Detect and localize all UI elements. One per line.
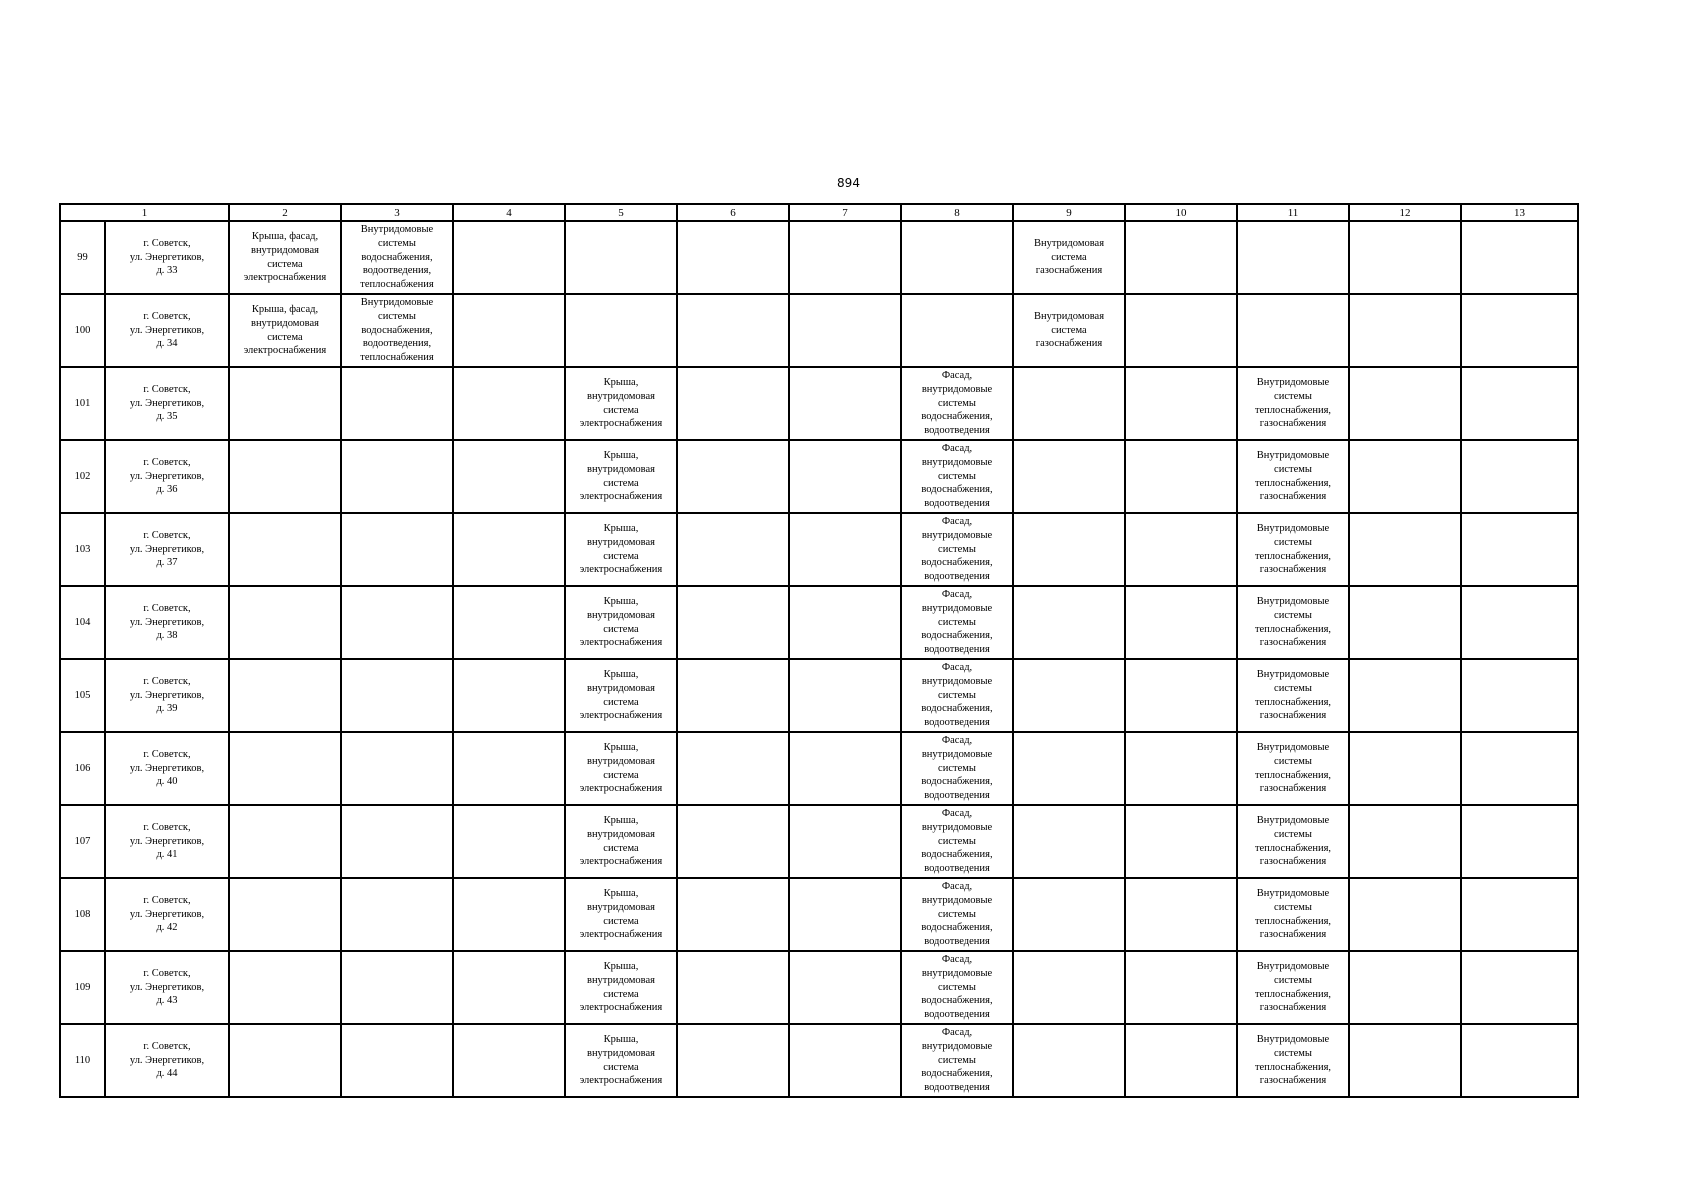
work-cell-col-13 [1461,221,1578,294]
work-cell-col-11: Внутридомовые системы теплоснабжения, газоснабжения [1237,586,1349,659]
table-row [60,878,1578,951]
work-cell-col-3 [341,513,453,586]
header-row [60,204,1578,221]
work-cell-col-6 [677,951,789,1024]
work-cell-col-4 [453,1024,565,1097]
row-number: 100 [60,294,105,367]
work-cell-col-13 [1461,732,1578,805]
work-cell-col-3 [341,1024,453,1097]
work-cell-col-4 [453,805,565,878]
table-row [60,805,1578,878]
work-cell-col-12 [1349,221,1461,294]
work-cell-col-5 [565,294,677,367]
work-cell-col-8: Фасад, внутридомовые системы водоснабжения, водоотведения [901,659,1013,732]
work-cell-col-13 [1461,367,1578,440]
work-cell-col-3: Внутридомовые системы водоснабжения, водоотведения, теплоснабжения [341,221,453,294]
work-cell-col-13 [1461,440,1578,513]
work-cell-col-3 [341,878,453,951]
work-cell-col-5: Крыша, внутридомовая система электроснабжения [565,732,677,805]
table-row [60,1024,1578,1097]
work-cell-col-7 [789,440,901,513]
work-cell-col-10 [1125,586,1237,659]
work-cell-col-6 [677,440,789,513]
table-row [60,951,1578,1024]
work-cell-col-7 [789,659,901,732]
work-cell-col-11 [1237,294,1349,367]
work-cell-col-5: Крыша, внутридомовая система электроснабжения [565,513,677,586]
address-cell: г. Советск, ул. Энергетиков, д. 34 [105,294,229,367]
work-cell-col-7 [789,221,901,294]
address-cell: г. Советск, ул. Энергетиков, д. 40 [105,732,229,805]
work-cell-col-6 [677,513,789,586]
header-cell-5: 5 [565,204,677,221]
work-cell-col-6 [677,367,789,440]
header-cell-7: 7 [789,204,901,221]
header-cell-8: 8 [901,204,1013,221]
work-cell-col-9 [1013,513,1125,586]
work-cell-col-12 [1349,440,1461,513]
work-cell-col-11: Внутридомовые системы теплоснабжения, газоснабжения [1237,951,1349,1024]
work-cell-col-2 [229,951,341,1024]
work-cell-col-6 [677,586,789,659]
work-cell-col-7 [789,513,901,586]
work-cell-col-9: Внутридомовая система газоснабжения [1013,294,1125,367]
work-cell-col-2 [229,367,341,440]
work-cell-col-12 [1349,294,1461,367]
work-cell-col-8: Фасад, внутридомовые системы водоснабжения, водоотведения [901,586,1013,659]
work-cell-col-6 [677,221,789,294]
work-cell-col-8 [901,221,1013,294]
work-cell-col-7 [789,732,901,805]
work-cell-col-2 [229,513,341,586]
work-cell-col-8: Фасад, внутридомовые системы водоснабжения, водоотведения [901,1024,1013,1097]
work-cell-col-4 [453,513,565,586]
work-cell-col-10 [1125,513,1237,586]
work-cell-col-13 [1461,1024,1578,1097]
schedule-table [59,203,1579,1098]
header-cell-2: 2 [229,204,341,221]
row-number: 105 [60,659,105,732]
work-cell-col-7 [789,951,901,1024]
work-cell-col-3 [341,367,453,440]
work-cell-col-4 [453,440,565,513]
work-cell-col-2 [229,659,341,732]
work-cell-col-7 [789,367,901,440]
address-cell: г. Советск, ул. Энергетиков, д. 35 [105,367,229,440]
work-cell-col-12 [1349,732,1461,805]
work-cell-col-2: Крыша, фасад, внутридомовая система электроснабжения [229,294,341,367]
work-cell-col-12 [1349,659,1461,732]
work-cell-col-4 [453,732,565,805]
work-cell-col-9 [1013,586,1125,659]
address-cell: г. Советск, ул. Энергетиков, д. 44 [105,1024,229,1097]
work-cell-col-12 [1349,1024,1461,1097]
address-cell: г. Советск, ул. Энергетиков, д. 33 [105,221,229,294]
work-cell-col-12 [1349,513,1461,586]
row-number: 109 [60,951,105,1024]
work-cell-col-9 [1013,1024,1125,1097]
address-cell: г. Советск, ул. Энергетиков, д. 37 [105,513,229,586]
work-cell-col-6 [677,1024,789,1097]
table-header [60,204,1578,221]
header-cell-13: 13 [1461,204,1578,221]
work-cell-col-12 [1349,367,1461,440]
work-cell-col-10 [1125,1024,1237,1097]
work-cell-col-5: Крыша, внутридомовая система электроснабжения [565,367,677,440]
work-cell-col-5: Крыша, внутридомовая система электроснабжения [565,951,677,1024]
page-number: 894 [837,176,860,190]
table-row [60,513,1578,586]
row-number: 101 [60,367,105,440]
work-cell-col-2 [229,440,341,513]
work-cell-col-11: Внутридомовые системы теплоснабжения, газоснабжения [1237,1024,1349,1097]
address-cell: г. Советск, ул. Энергетиков, д. 38 [105,586,229,659]
header-cell-12: 12 [1349,204,1461,221]
address-cell: г. Советск, ул. Энергетиков, д. 43 [105,951,229,1024]
work-cell-col-11: Внутридомовые системы теплоснабжения, газоснабжения [1237,367,1349,440]
header-cell-9: 9 [1013,204,1125,221]
work-cell-col-10 [1125,367,1237,440]
work-cell-col-7 [789,878,901,951]
work-cell-col-8: Фасад, внутридомовые системы водоснабжения, водоотведения [901,878,1013,951]
work-cell-col-5: Крыша, внутридомовая система электроснабжения [565,586,677,659]
row-number: 106 [60,732,105,805]
work-cell-col-11: Внутридомовые системы теплоснабжения, газоснабжения [1237,440,1349,513]
work-cell-col-4 [453,878,565,951]
work-cell-col-11: Внутридомовые системы теплоснабжения, газоснабжения [1237,878,1349,951]
work-cell-col-9 [1013,732,1125,805]
row-number: 102 [60,440,105,513]
work-cell-col-10 [1125,878,1237,951]
work-cell-col-8: Фасад, внутридомовые системы водоснабжения, водоотведения [901,367,1013,440]
work-cell-col-7 [789,294,901,367]
work-cell-col-13 [1461,951,1578,1024]
work-cell-col-6 [677,805,789,878]
work-cell-col-13 [1461,294,1578,367]
work-cell-col-2 [229,586,341,659]
header-cell-10: 10 [1125,204,1237,221]
work-cell-col-8 [901,294,1013,367]
work-cell-col-11: Внутридомовые системы теплоснабжения, газоснабжения [1237,732,1349,805]
work-cell-col-10 [1125,805,1237,878]
row-number: 99 [60,221,105,294]
work-cell-col-9 [1013,951,1125,1024]
work-cell-col-9 [1013,805,1125,878]
work-cell-col-6 [677,294,789,367]
work-cell-col-10 [1125,951,1237,1024]
header-cell-4: 4 [453,204,565,221]
work-cell-col-7 [789,586,901,659]
work-cell-col-2 [229,878,341,951]
header-cell-6: 6 [677,204,789,221]
work-cell-col-3 [341,440,453,513]
work-cell-col-4 [453,367,565,440]
address-cell: г. Советск, ул. Энергетиков, д. 36 [105,440,229,513]
work-cell-col-13 [1461,878,1578,951]
table-body [60,221,1578,1097]
work-cell-col-9 [1013,659,1125,732]
work-cell-col-4 [453,951,565,1024]
work-cell-col-11: Внутридомовые системы теплоснабжения, газоснабжения [1237,805,1349,878]
work-cell-col-10 [1125,659,1237,732]
work-cell-col-13 [1461,659,1578,732]
work-cell-col-9 [1013,367,1125,440]
work-cell-col-9 [1013,878,1125,951]
table-row [60,440,1578,513]
work-cell-col-4 [453,294,565,367]
table-row [60,294,1578,367]
work-cell-col-5: Крыша, внутридомовая система электроснабжения [565,805,677,878]
table-row [60,367,1578,440]
address-cell: г. Советск, ул. Энергетиков, д. 42 [105,878,229,951]
work-cell-col-4 [453,586,565,659]
work-cell-col-3 [341,951,453,1024]
work-cell-col-3 [341,805,453,878]
table-row [60,732,1578,805]
header-cell-3: 3 [341,204,453,221]
work-cell-col-10 [1125,221,1237,294]
row-number: 103 [60,513,105,586]
work-cell-col-10 [1125,440,1237,513]
work-cell-col-5: Крыша, внутридомовая система электроснабжения [565,440,677,513]
work-cell-col-2 [229,805,341,878]
work-cell-col-4 [453,221,565,294]
row-number: 108 [60,878,105,951]
work-cell-col-3: Внутридомовые системы водоснабжения, водоотведения, теплоснабжения [341,294,453,367]
work-cell-col-7 [789,1024,901,1097]
work-cell-col-11: Внутридомовые системы теплоснабжения, газоснабжения [1237,513,1349,586]
work-cell-col-5 [565,221,677,294]
row-number: 104 [60,586,105,659]
work-cell-col-6 [677,878,789,951]
work-cell-col-6 [677,659,789,732]
work-cell-col-8: Фасад, внутридомовые системы водоснабжения, водоотведения [901,951,1013,1024]
table-row [60,659,1578,732]
work-cell-col-5: Крыша, внутридомовая система электроснабжения [565,878,677,951]
header-cell-11: 11 [1237,204,1349,221]
row-number: 107 [60,805,105,878]
table-row [60,221,1578,294]
work-cell-col-8: Фасад, внутридомовые системы водоснабжения, водоотведения [901,440,1013,513]
table-row [60,586,1578,659]
work-cell-col-5: Крыша, внутридомовая система электроснабжения [565,659,677,732]
work-cell-col-10 [1125,294,1237,367]
work-cell-col-8: Фасад, внутридомовые системы водоснабжения, водоотведения [901,805,1013,878]
address-cell: г. Советск, ул. Энергетиков, д. 41 [105,805,229,878]
work-cell-col-7 [789,805,901,878]
work-cell-col-2 [229,732,341,805]
work-cell-col-4 [453,659,565,732]
row-number: 110 [60,1024,105,1097]
work-cell-col-9 [1013,440,1125,513]
work-cell-col-10 [1125,732,1237,805]
work-cell-col-8: Фасад, внутридомовые системы водоснабжения, водоотведения [901,513,1013,586]
work-cell-col-5: Крыша, внутридомовая система электроснабжения [565,1024,677,1097]
work-cell-col-8: Фасад, внутридомовые системы водоснабжения, водоотведения [901,732,1013,805]
work-cell-col-12 [1349,805,1461,878]
address-cell: г. Советск, ул. Энергетиков, д. 39 [105,659,229,732]
work-cell-col-11: Внутридомовые системы теплоснабжения, газоснабжения [1237,659,1349,732]
work-cell-col-13 [1461,586,1578,659]
header-cell-1: 1 [60,204,229,221]
work-cell-col-13 [1461,513,1578,586]
work-cell-col-13 [1461,805,1578,878]
work-cell-col-12 [1349,878,1461,951]
work-cell-col-6 [677,732,789,805]
work-cell-col-2 [229,1024,341,1097]
work-cell-col-9: Внутридомовая система газоснабжения [1013,221,1125,294]
work-cell-col-2: Крыша, фасад, внутридомовая система электроснабжения [229,221,341,294]
work-cell-col-12 [1349,951,1461,1024]
work-cell-col-3 [341,659,453,732]
work-cell-col-12 [1349,586,1461,659]
work-cell-col-3 [341,586,453,659]
work-cell-col-3 [341,732,453,805]
work-cell-col-11 [1237,221,1349,294]
